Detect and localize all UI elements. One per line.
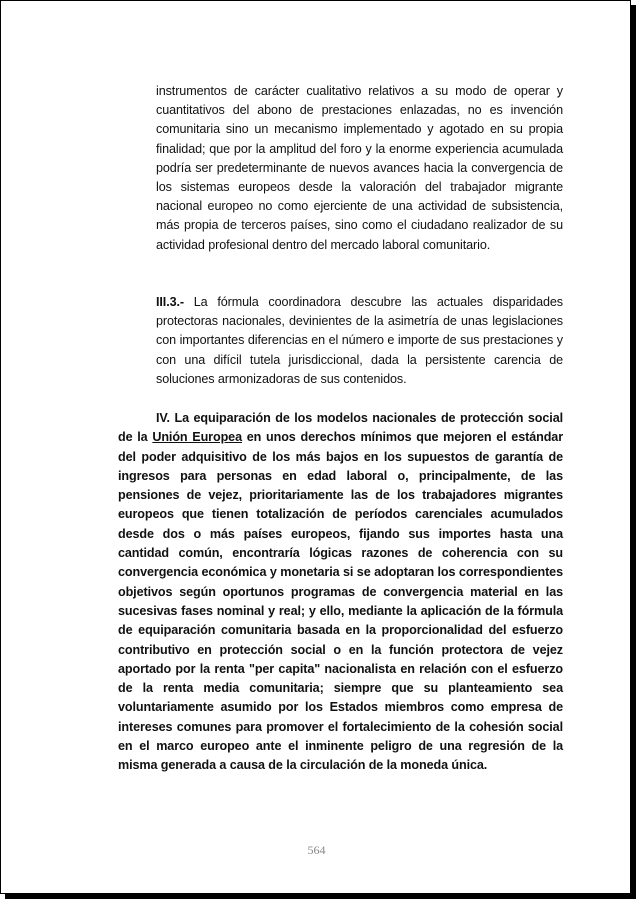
paragraph-iv: [118, 409, 563, 776]
paragraph-iii-3: [156, 293, 563, 389]
paragraph-3-text-rest: en unos derechos mínimos que mejoren el estándar del poder adquisitivo de los más bajos en los supuestos de garantía de ingresos para personas en edad laboral o, principalmente, de las pensiones de vejez, prioritariamente las de los trabajadores migrantes europeos que tienen totalización de períodos carenciales acumulados desde dos o más países europeos, fijando sus importes hasta una cantidad común, encontraría lógicas razones de coherencia con su convergencia económica y monetaria si se adoptaran los correspondientes objetivos según oportunos programas de convergencia material en las sucesivas fases nominal y real; y ello, mediante la aplicación de la fórmula de equiparación comunitaria basada en la proporcionalidad del esfuerzo contributivo en protección social o en la función protectora de vejez aportado por la renta "per capita" nacionalista en relación con el esfuerzo de la renta media comunitaria; siempre que su planteamiento sea voluntariamente asumido por los Estados miembros como empresa de intereses comunes para promover el fortalecimiento de la cohesión social en el marco europeo ante el inminente peligro de una regresión de la misma generada a causa de la circulación de la moneda única.: [118, 430, 563, 773]
paragraph-3-text-start: IV. La equiparación de los modelos nacionales de protección social de la: [118, 411, 563, 445]
paragraph-1-text: instrumentos de carácter cualitativo relativos a su modo de operar y cuantitativos del abono de prestaciones enlazadas, no es invención comunitaria sino un mecanismo implementado y agotado en su propia finalidad; que por la amplitud del foro y la enorme experiencia acumulada podría ser predeterminante de nuevos avances hacia la convergencia de los sistemas europeos desde la valoración del trabajador migrante nacional europeo no como ejerciente de una actividad de subsistencia, más propia de terceros países, sino como el ciudadano realizador de su actividad profesional dentro del mercado laboral comunitario.: [156, 84, 563, 252]
page-number: 564: [307, 843, 326, 857]
paragraph-2-text: La fórmula coordinadora descubre las actuales disparidades protectoras nacionales, devinientes de la asimetría de unas legislaciones con importantes diferencias en el número e importe de sus prestaciones y con una difícil tutela jurisdiccional, dada la persistente carencia de soluciones armonizadoras de sus contenidos.: [156, 295, 563, 386]
paragraph-3-underlined: Unión Europea: [152, 430, 242, 445]
section-label-iii-3: III.3.-: [156, 295, 184, 309]
paragraph-continuation: [156, 82, 563, 255]
